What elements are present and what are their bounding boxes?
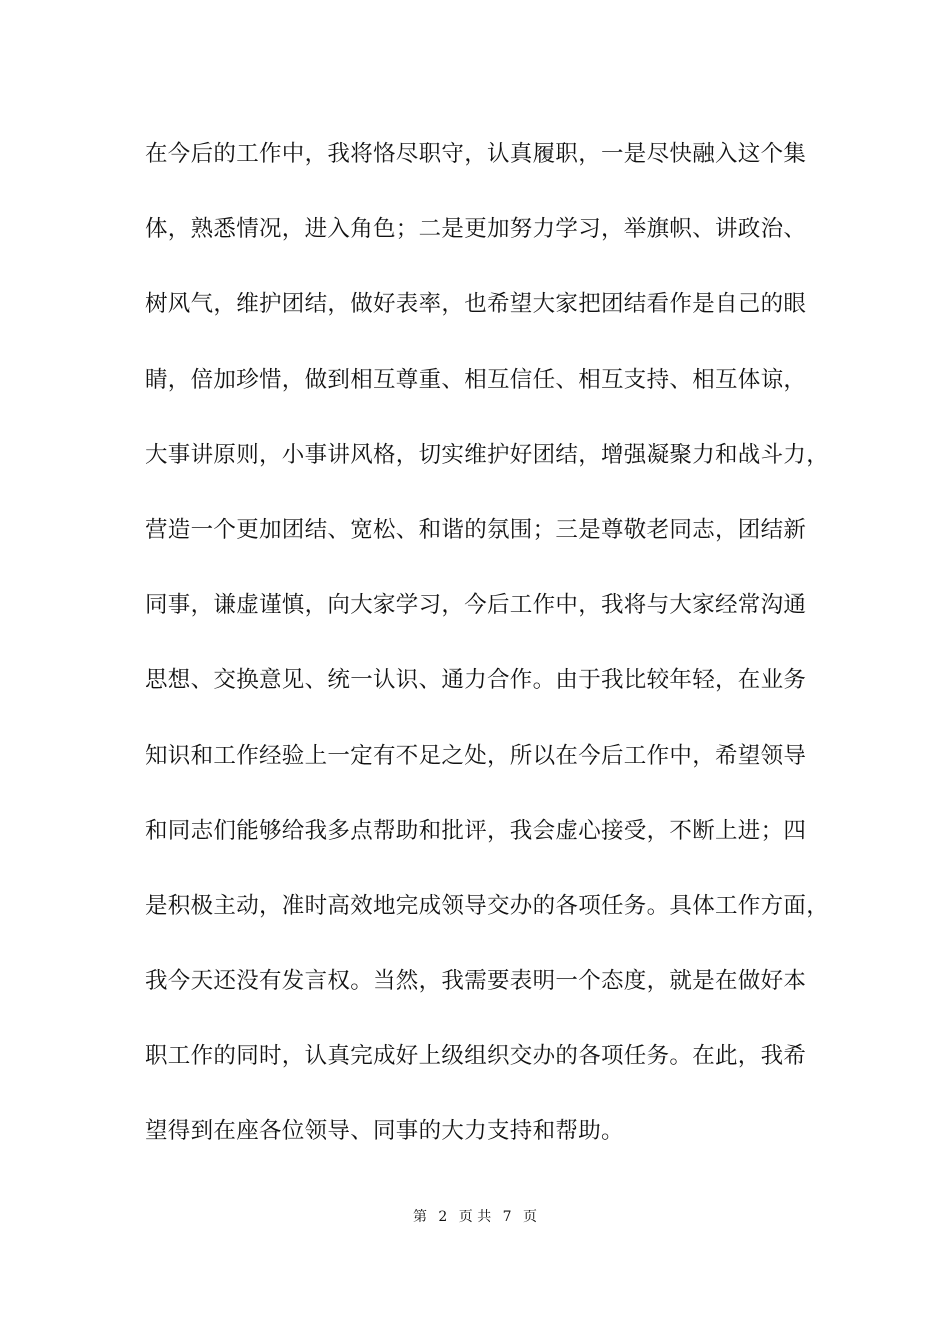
text-line: 思想、交换意见、统一认识、通力合作。由于我比较年轻，在业务 (145, 667, 807, 694)
footer-prefix: 第 (412, 1209, 427, 1225)
text-line: 望得到在座各位领导、同事的大力支持和帮助。 (145, 1118, 624, 1145)
text-line: 睛，倍加珍惜，做到相互尊重、相互信任、相互支持、相互体谅， (145, 366, 807, 393)
text-line: 树风气，维护团结，做好表率，也希望大家把团结看作是自己的眼 (145, 291, 807, 318)
footer-suffix: 页 (523, 1209, 538, 1225)
current-page-number: 2 (438, 1209, 448, 1225)
text-line: 体，熟悉情况，进入角色；二是更加努力学习，举旗帜、讲政治、 (145, 216, 807, 243)
text-line: 我今天还没有发言权。当然，我需要表明一个态度，就是在做好本 (145, 968, 807, 995)
text-line: 是积极主动，准时高效地完成领导交办的各项任务。具体工作方面， (145, 892, 830, 919)
text-line: 和同志们能够给我多点帮助和批评，我会虚心接受，不断上进；四 (145, 817, 807, 844)
body-paragraph (145, 132, 835, 1185)
text-line: 知识和工作经验上一定有不足之处，所以在今后工作中，希望领导 (145, 742, 807, 769)
text-line: 在今后的工作中，我将恪尽职守，认真履职，一是尽快融入这个集 (145, 141, 807, 167)
text-line: 同事，谦虚谨慎，向大家学习，今后工作中，我将与大家经常沟通 (145, 592, 807, 619)
text-line: 大事讲原则，小事讲风格，切实维护好团结，增强凝聚力和战斗力， (145, 441, 830, 468)
page-footer (0, 1206, 950, 1226)
text-line: 营造一个更加团结、宽松、和谐的氛围；三是尊敬老同志，团结新 (145, 516, 807, 543)
footer-middle: 页 共 (458, 1209, 492, 1225)
total-pages-number: 7 (502, 1209, 512, 1225)
text-line: 职工作的同时，认真完成好上级组织交办的各项任务。在此，我希 (145, 1043, 807, 1070)
